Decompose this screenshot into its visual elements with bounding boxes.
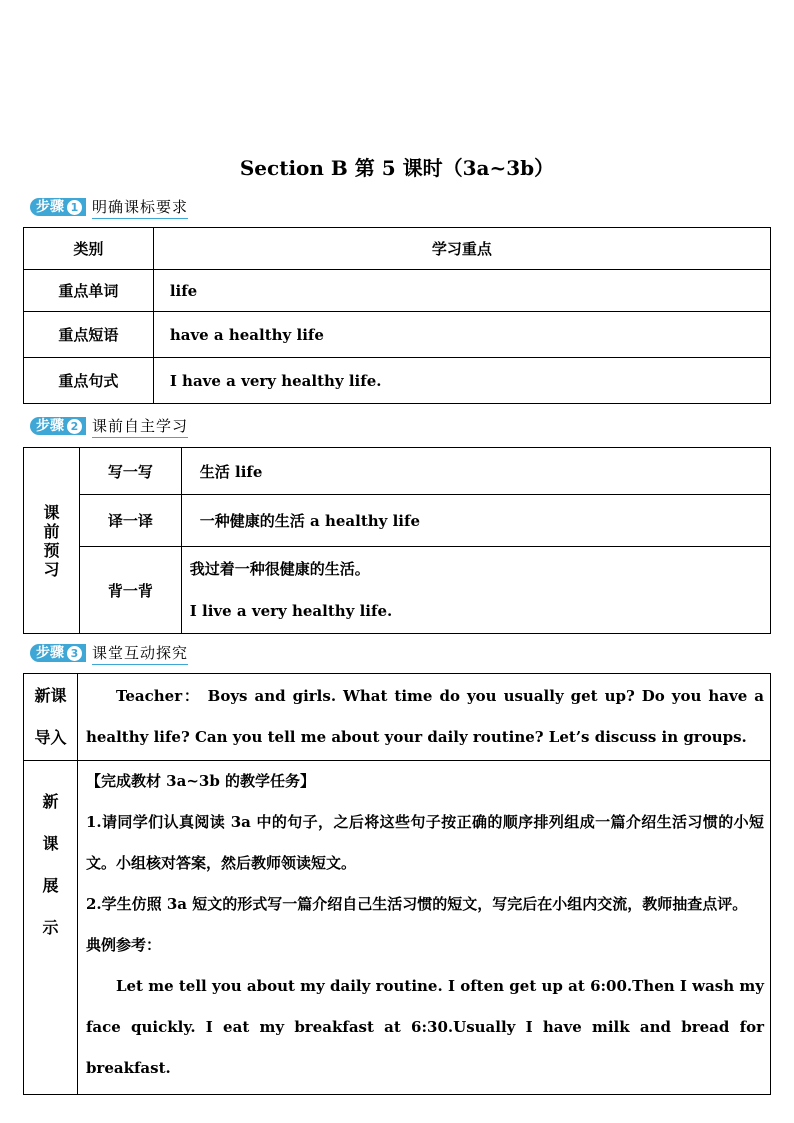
row-value: 生活 life <box>181 448 770 495</box>
side-char: 新 <box>42 792 59 811</box>
row-label: 译一译 <box>79 495 181 547</box>
task-step-1: 1.请同学们认真阅读 3a 中的句子，之后将这些句子按正确的顺序排列组成一篇介绍生活习惯的小短文。小组核对答案，然后教师领读短文。 <box>85 813 764 872</box>
key-points-table <box>23 227 771 404</box>
step-number: 2 <box>67 419 82 434</box>
step-badge-label: 步骤 <box>36 645 64 661</box>
row-label: 写一写 <box>79 448 181 495</box>
show-side-label <box>24 761 78 1095</box>
step-title: 明确课标要求 <box>92 196 188 219</box>
side-char: 示 <box>42 918 59 937</box>
step-badge <box>30 198 86 216</box>
row-value: I have a very healthy life. <box>153 358 770 404</box>
header-category: 类别 <box>24 228 154 270</box>
header-key-points: 学习重点 <box>153 228 770 270</box>
row-value <box>181 547 770 634</box>
side-char: 课 <box>42 834 59 853</box>
side-char: 展 <box>42 876 59 895</box>
row-label: 重点句式 <box>24 358 154 404</box>
example-text: Let me tell you about my daily routine. I often get up at 6:00.Then I wash my face quickly. I eat my breakfast at 6:30.Usually I have milk and bread for breakfast. <box>85 977 764 1077</box>
row-label: 背一背 <box>79 547 181 634</box>
step-number: 3 <box>67 646 82 661</box>
row-label: 重点短语 <box>24 312 154 358</box>
intro-side-label <box>24 674 78 761</box>
row-value: have a healthy life <box>153 312 770 358</box>
step-1-header <box>30 197 188 217</box>
side-char: 前 <box>43 521 60 541</box>
step-2-header <box>30 416 188 436</box>
side-char: 预 <box>43 540 60 560</box>
step-badge <box>30 644 86 662</box>
step-number: 1 <box>67 200 82 215</box>
step-title: 课前自主学习 <box>92 415 188 438</box>
sentence-cn: 我过着一种很健康的生活。 <box>189 560 370 578</box>
preview-side-label <box>24 448 80 634</box>
row-value: 一种健康的生活 a healthy life <box>181 495 770 547</box>
example-label: 典例参考： <box>85 936 161 954</box>
show-content <box>77 761 770 1095</box>
row-label: 重点单词 <box>24 270 154 312</box>
step-badge-label: 步骤 <box>36 199 64 215</box>
sentence-en: I live a very healthy life. <box>189 602 393 620</box>
classroom-table <box>23 673 771 1095</box>
side-char: 导入 <box>34 728 67 747</box>
step-badge <box>30 417 86 435</box>
step-title: 课堂互动探究 <box>92 642 188 665</box>
task-step-2: 2.学生仿照 3a 短文的形式写一篇介绍自己生活习惯的短文，写完后在小组内交流，教师抽查点评。 <box>85 895 748 913</box>
step-3-header <box>30 643 188 663</box>
page-title: Section B 第 5 课时（3a~3b） <box>239 156 555 180</box>
side-char: 习 <box>43 559 60 579</box>
side-char: 课 <box>43 502 60 522</box>
preview-table <box>23 447 771 634</box>
row-value: life <box>153 270 770 312</box>
step-badge-label: 步骤 <box>36 418 64 434</box>
side-char: 新课 <box>34 686 67 705</box>
task-heading: 【完成教材 3a~3b 的教学任务】 <box>85 772 316 790</box>
intro-text: Teacher： Boys and girls. What time do you usually get up? Do you have a healthy life? Can you tell me about your daily routine? Let’s discuss in groups. <box>77 674 770 761</box>
